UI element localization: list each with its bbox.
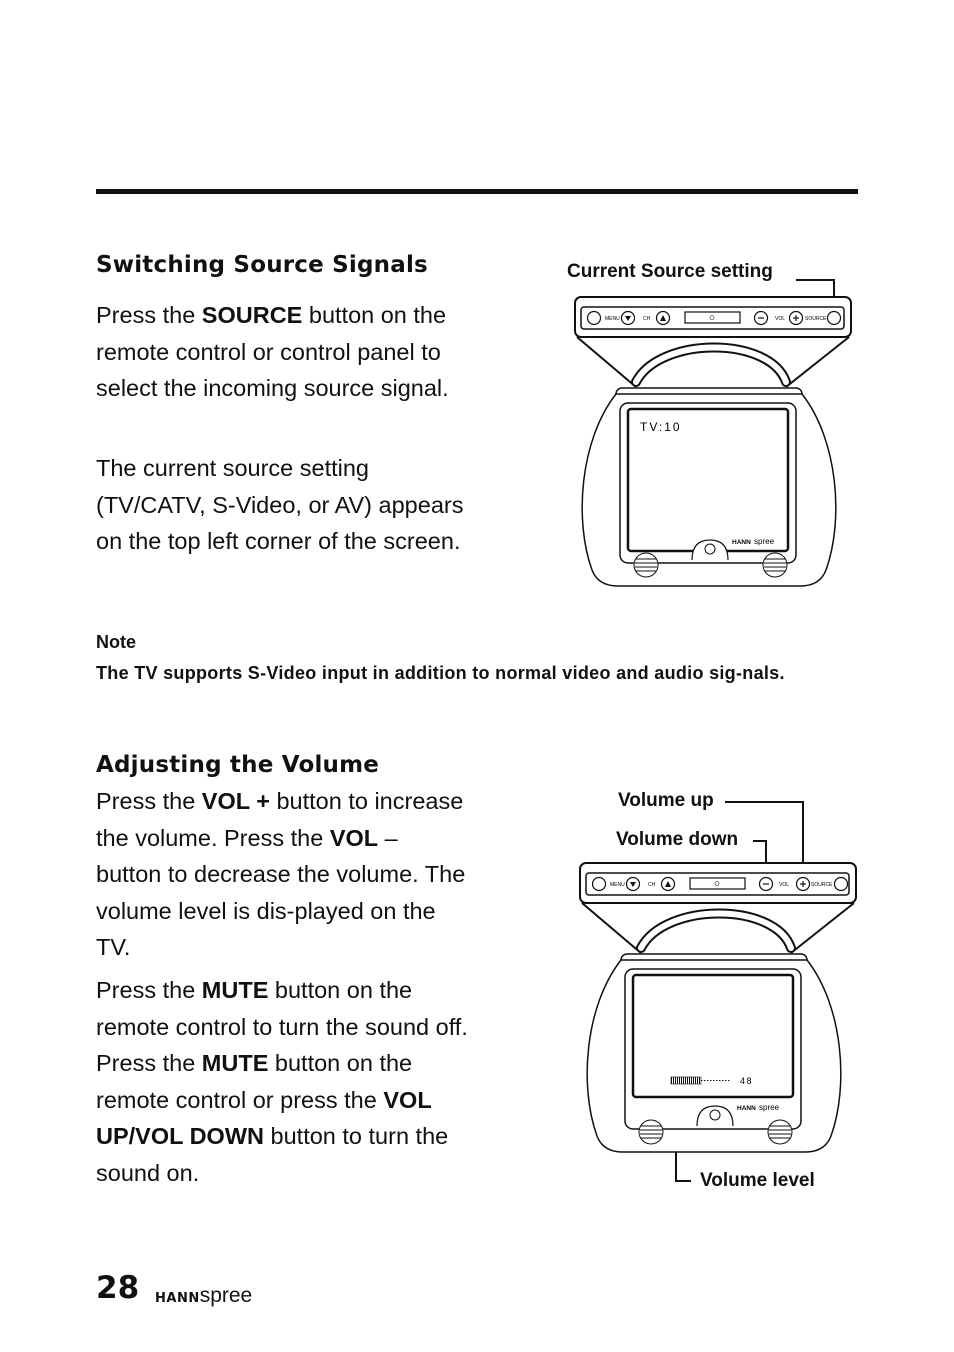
- tv-brand-spree-2: spree: [759, 1103, 780, 1112]
- panel-label-ch-2: CH: [648, 882, 656, 888]
- panel-label-menu: MENU: [605, 316, 620, 322]
- vol-up-down-term: VOL UP/VOL DOWN: [96, 1086, 432, 1149]
- tv-figure-source: [570, 270, 860, 600]
- menu-button-icon-2: [593, 878, 606, 891]
- volume-instructions-paragraph: Press the VOL + button to increase the volume. Press the VOL – button to decrease the volume. The volume level is dis-played on the TV.: [96, 788, 466, 960]
- volume-level-value: 48: [740, 1076, 754, 1086]
- source-setting-paragraph: The current source setting (TV/CATV, S-Video, or AV) appears on the top left corner of the screen.: [96, 455, 464, 554]
- tv-body: [582, 388, 836, 586]
- panel-label-source: SOURCE: [805, 316, 827, 322]
- control-panel-strip-2: [580, 863, 856, 903]
- top-rule: [96, 189, 858, 194]
- page-number: 28: [96, 1270, 140, 1306]
- screen-source-osd: TV:10: [640, 420, 682, 434]
- vol-term: VOL: [329, 824, 379, 851]
- panel-display: [685, 312, 740, 323]
- panel-display-2: [690, 878, 745, 889]
- callout-volume-down: Volume down: [616, 829, 739, 850]
- tv-brand-hann: HANN: [732, 539, 751, 546]
- tv-screen-2: [633, 975, 793, 1097]
- source-button-icon: [828, 312, 841, 325]
- panel-label-source-2: SOURCE: [811, 882, 833, 888]
- source-instructions-paragraph: Press the SOURCE button on the remote control or control panel to select the incoming source signal.: [96, 302, 449, 401]
- note-text: The TV supports S-Video input in addition to normal video and audio sig-nals.: [96, 663, 785, 683]
- menu-button-icon: [588, 312, 601, 325]
- callout-current-source: Current Source setting: [567, 261, 773, 282]
- tv-power-icon: [705, 544, 715, 554]
- mute-instructions-paragraph: Press the MUTE button on the remote control to turn the sound off. Press the MUTE button on the remote control or press the VOL UP/VOL DOWN button to turn the sound on.: [96, 977, 468, 1186]
- callout-volume-up: Volume up: [618, 790, 714, 811]
- mute-term: MUTE: [201, 977, 269, 1003]
- callout-volume-level: Volume level: [700, 1170, 815, 1191]
- footer-brand-logo: HANNspree: [155, 1284, 253, 1307]
- mute-term-2: MUTE: [201, 1050, 269, 1076]
- source-button-icon-2: [835, 878, 848, 891]
- section-heading-switching-source: Switching Source Signals: [96, 252, 428, 278]
- tv-brand-spree: spree: [754, 537, 775, 546]
- panel-label-menu-2: MENU: [610, 882, 625, 888]
- source-button-term: SOURCE: [201, 302, 303, 328]
- panel-label-ch: CH: [643, 316, 651, 322]
- vol-plus-term: VOL +: [201, 788, 270, 814]
- section-heading-adjusting-volume: Adjusting the Volume: [96, 752, 380, 778]
- tv-body-2: [587, 954, 841, 1152]
- panel-label-vol: VOL: [775, 316, 786, 322]
- tv-power-icon-2: [710, 1110, 720, 1120]
- control-panel-strip: [575, 297, 851, 337]
- note-label: Note: [96, 632, 136, 652]
- panel-label-vol-2: VOL: [779, 882, 790, 888]
- tv-brand-hann-2: HANN: [737, 1105, 756, 1112]
- tv-figure-volume: [575, 795, 865, 1195]
